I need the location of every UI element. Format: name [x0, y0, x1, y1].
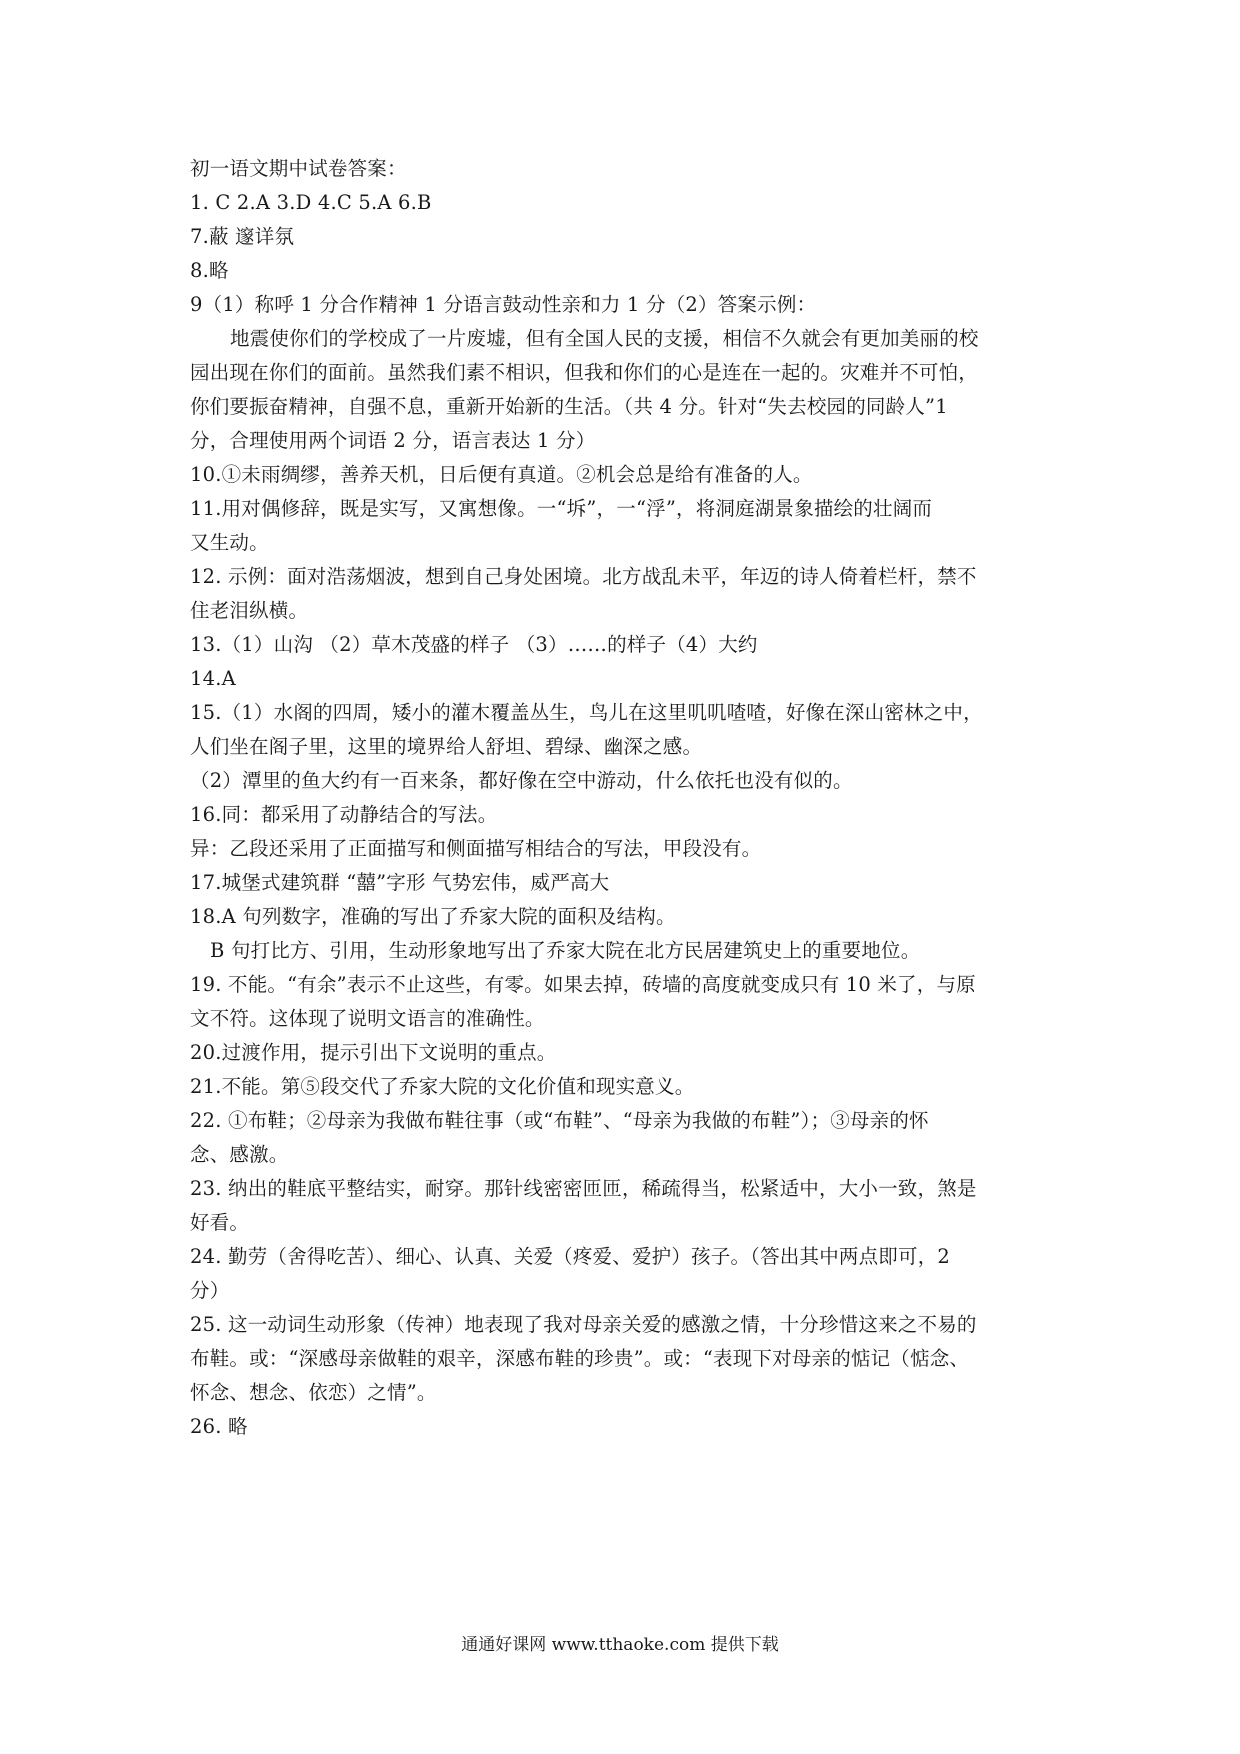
answer-line: 分）	[190, 1279, 230, 1302]
answer-line: 文不符。这体现了说明文语言的准确性。	[190, 1007, 545, 1030]
answer-line: 15.（1）水阁的四周，矮小的灌木覆盖丛生，鸟儿在这里叽叽喳喳，好像在深山密林之中，	[190, 701, 983, 724]
answer-line: 20.过渡作用，提示引出下文说明的重点。	[190, 1041, 557, 1064]
answer-line: 19. 不能。“有余”表示不止这些，有零。如果去掉，砖墙的高度就变成只有 10 米了，与原	[190, 973, 976, 996]
answer-line: 8.略	[190, 259, 229, 282]
answer-line: 10.①未雨绸缪，善养天机，日后便有真道。②机会总是给有准备的人。	[190, 463, 813, 486]
answer-line: 念、感激。	[190, 1143, 289, 1166]
answer-line: 14.A	[190, 667, 236, 690]
answer-line: 11.用对偶修辞，既是实写，又寓想像。一“坼”，一“浮”，将洞庭湖景象描绘的壮阔而	[190, 497, 933, 520]
answer-line: 24. 勤劳（舍得吃苦）、细心、认真、关爱（疼爱、爱护）孩子。（答出其中两点即可，2	[190, 1245, 951, 1268]
answer-line: 1. C 2.A 3.D 4.C 5.A 6.B	[190, 191, 432, 214]
answer-line: 22. ①布鞋；②母亲为我做布鞋往事（或“布鞋”、“母亲为我做的布鞋”）；③母亲的怀	[190, 1109, 929, 1132]
answer-line: B 句打比方、引用，生动形象地写出了乔家大院在北方民居建筑史上的重要地位。	[210, 939, 921, 962]
answer-line: 21.不能。第⑤段交代了乔家大院的文化价值和现实意义。	[190, 1075, 695, 1098]
answer-sheet	[190, 152, 1062, 1444]
answer-line: 17.城堡式建筑群 “囍”字形 气势宏伟，威严高大	[190, 871, 610, 894]
answer-line: 好看。	[190, 1211, 250, 1234]
answer-line: 住老泪纵横。	[190, 599, 309, 622]
answer-line: 怀念、想念、依恋）之情”。	[190, 1381, 437, 1404]
answer-line: 又生动。	[190, 531, 269, 554]
answer-line: 12. 示例：面对浩荡烟波，想到自己身处困境。北方战乱未平，年迈的诗人倚着栏杆，禁不	[190, 565, 977, 588]
footer-source: 通通好课网 www.tthaoke.com 提供下载	[461, 1635, 779, 1655]
answer-line: 园出现在你们的面前。虽然我们素不相识，但我和你们的心是连在一起的。灾难并不可怕，	[190, 361, 979, 384]
answer-line: 13.（1）山沟 （2）草木茂盛的样子 （3）……的样子（4）大约	[190, 633, 758, 656]
answer-line: 18.A 句列数字，准确的写出了乔家大院的面积及结构。	[190, 905, 676, 928]
answer-line: （2）潭里的鱼大约有一百来条，都好像在空中游动，什么依托也没有似的。	[190, 769, 853, 792]
answer-line: 16.同：都采用了动静结合的写法。	[190, 803, 498, 826]
answer-line: 7.蔽 邃详氛	[190, 225, 295, 248]
answer-line: 异：乙段还采用了正面描写和侧面描写相结合的写法，甲段没有。	[190, 837, 762, 860]
answer-line: 23. 纳出的鞋底平整结实，耐穿。那针线密密匝匝，稀疏得当，松紧适中，大小一致，煞是	[190, 1177, 977, 1200]
answer-line: 26. 略	[190, 1415, 248, 1438]
document-title: 初一语文期中试卷答案：	[190, 157, 407, 180]
answer-line: 人们坐在阁子里，这里的境界给人舒坦、碧绿、幽深之感。	[190, 735, 703, 758]
answer-line: 布鞋。或：“深感母亲做鞋的艰辛，深感布鞋的珍贵”。或：“表现下对母亲的惦记（惦念、	[190, 1347, 970, 1370]
answer-line: 9（1）称呼 1 分合作精神 1 分语言鼓动性亲和力 1 分（2）答案示例：	[190, 293, 817, 316]
answer-line: 分，合理使用两个词语 2 分，语言表达 1 分）	[190, 429, 596, 452]
answer-line: 地震使你们的学校成了一片废墟，但有全国人民的支援，相信不久就会有更加美丽的校	[230, 327, 979, 350]
answer-line: 你们要振奋精神，自强不息，重新开始新的生活。（共 4 分。针对“失去校园的同龄人”1	[190, 395, 948, 418]
answer-line: 25. 这一动词生动形象（传神）地表现了我对母亲关爱的感激之情，十分珍惜这来之不易的	[190, 1313, 977, 1336]
